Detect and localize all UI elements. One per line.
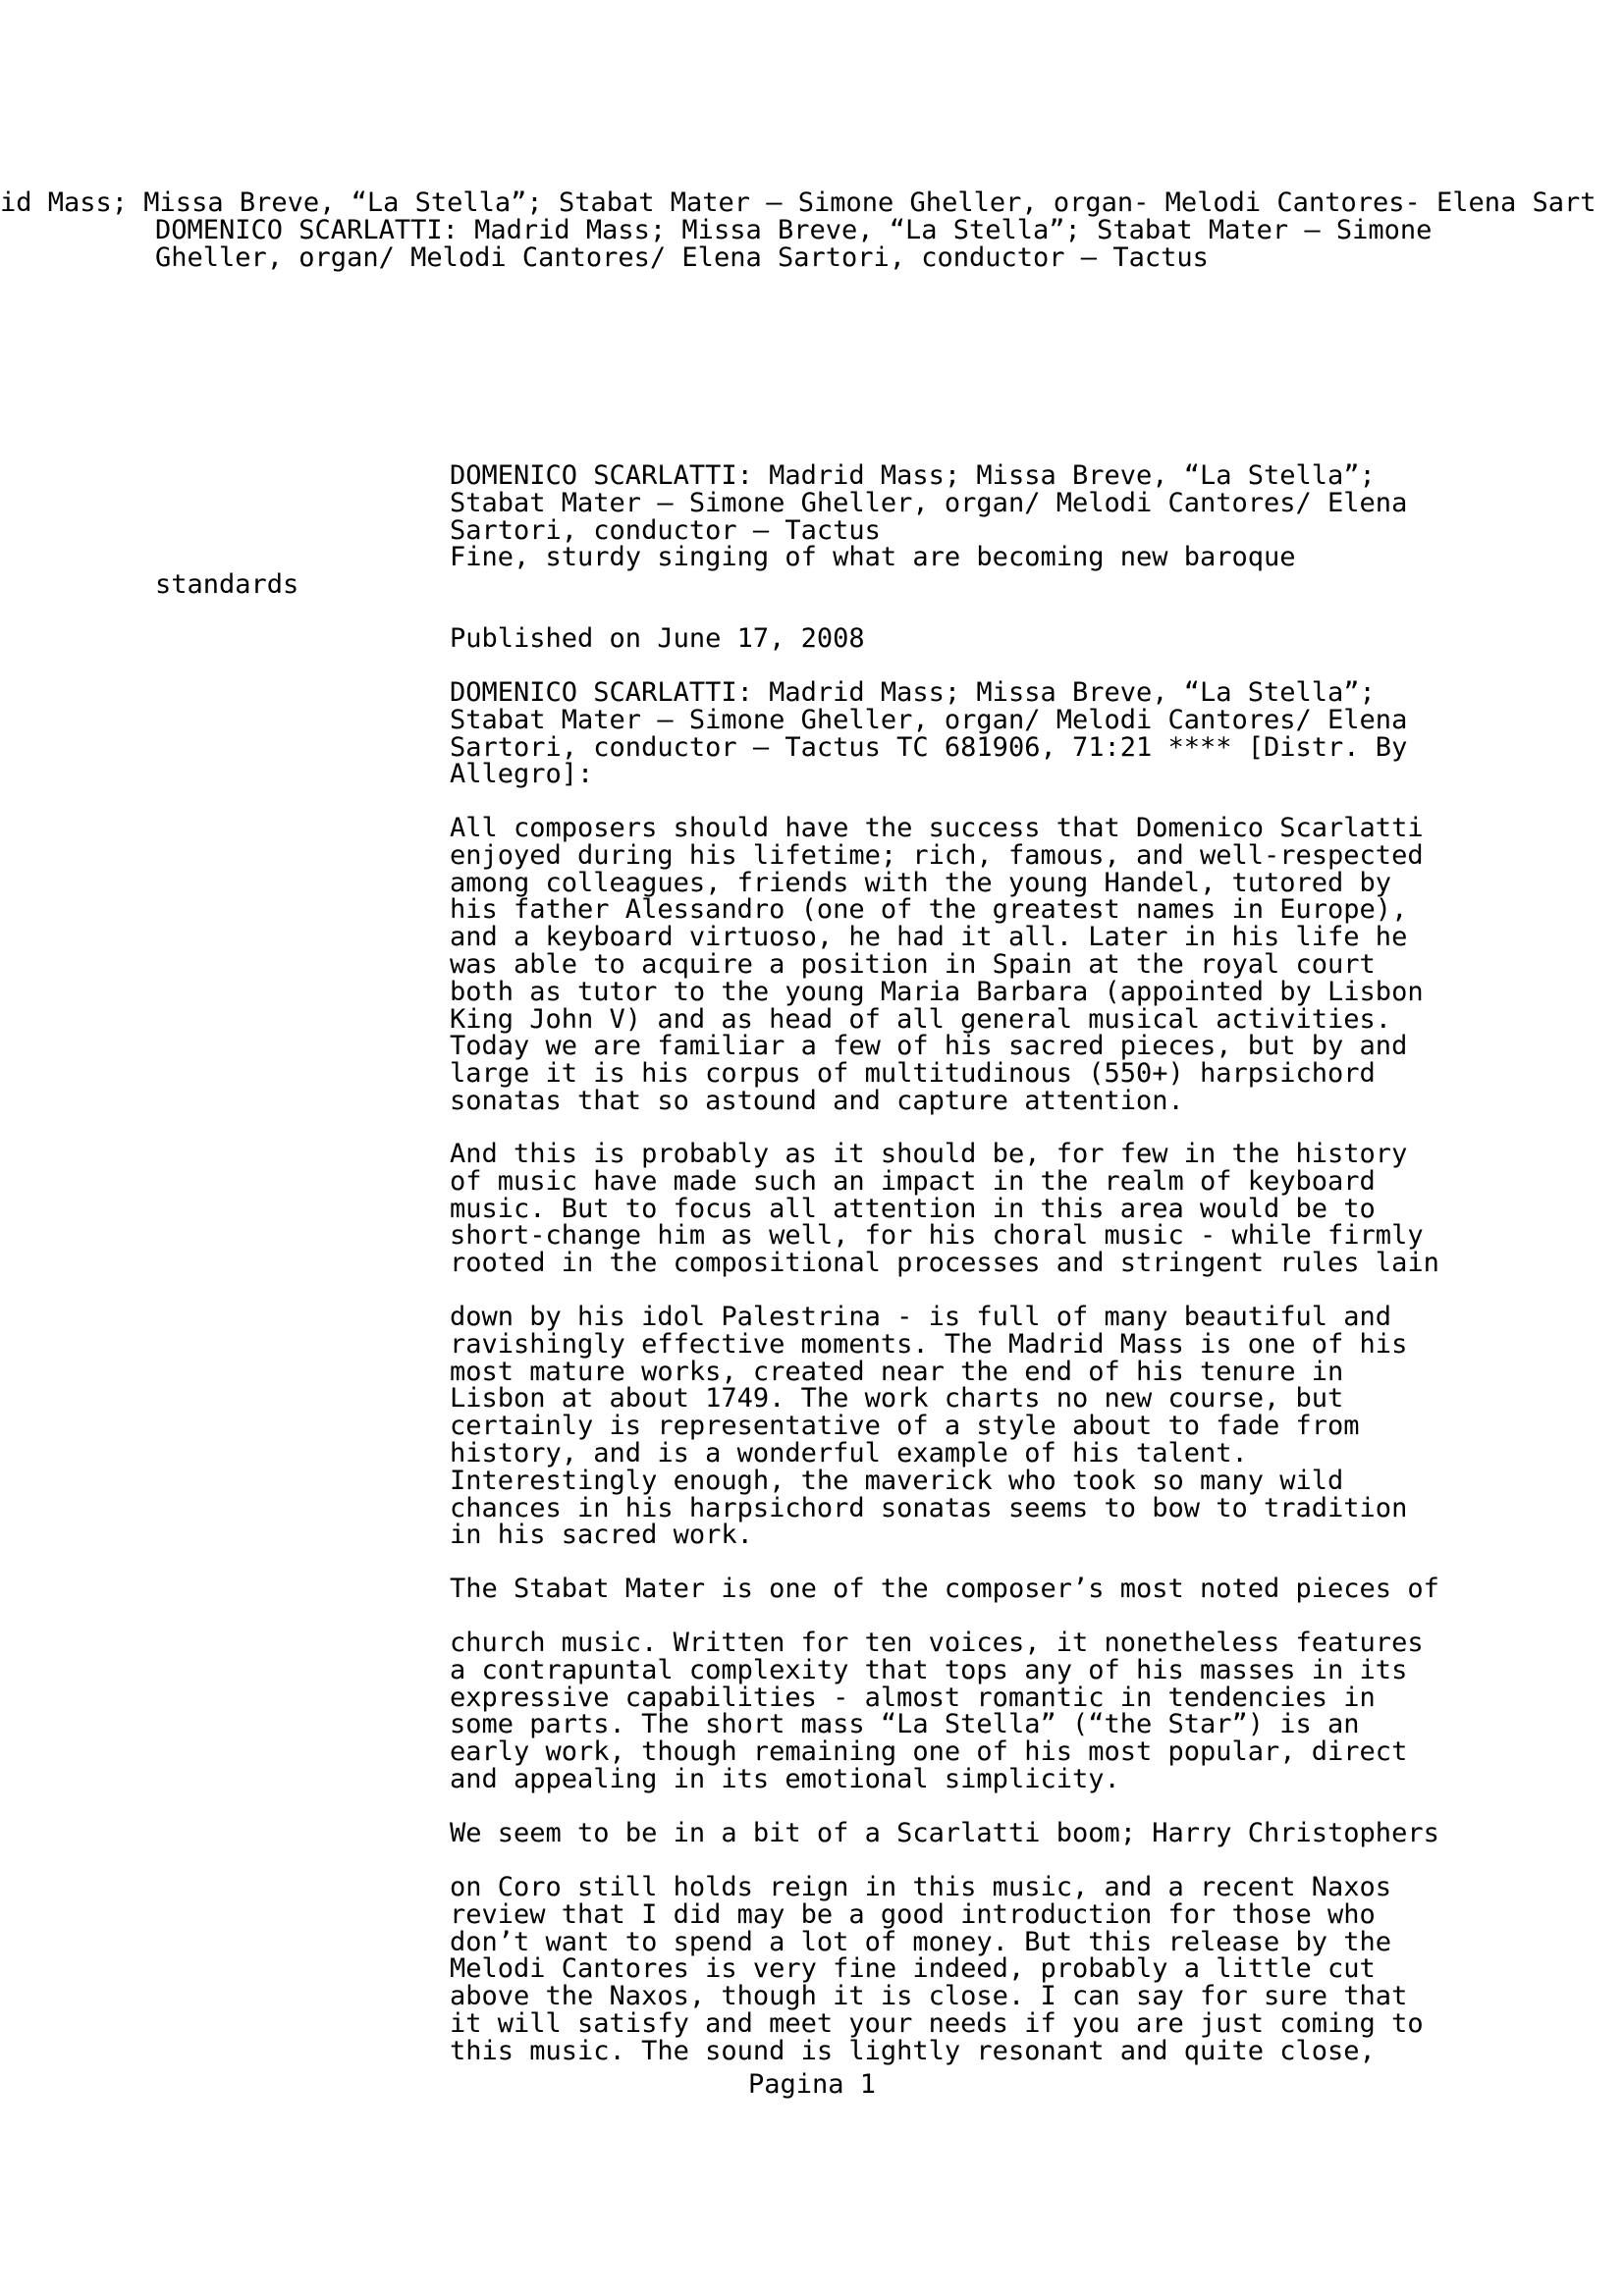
paragraph [450, 1820, 1530, 1847]
paragraph-text: down by his idol Palestrina - is full of many beautiful and ravishingly effective moments. The Madrid Mass is one of his most mature works, created near the end of his tenure in Lisbon at about 1749. The work charts no new course, but certainly is representative of a style about to fade from history, and is a wonderful example of his talent. Interestingly enough, the maverick who took so many wild chances in his harpsichord sonatas seems to bow to tradition in his sacred work. [450, 1302, 1408, 1551]
paragraph [450, 1629, 1530, 1793]
paragraph-text: And this is probably as it should be, for few in the history of music have made such an impact in the realm of keyboard music. But to focus all attention in this area would be to short-change him as well, for his choral music - while firmly rooted in the compositional processes and stringent rules lain [450, 1139, 1439, 1279]
article-heading-text: DOMENICO SCARLATTI: Madrid Mass; Missa Breve, “La Stella”; Stabat Mater – Simone Gheller, organ/ Melodi Cantores/ Elena Sartori, conductor – Tactus [450, 460, 1408, 546]
paragraph [450, 1575, 1530, 1603]
header-title-line-2: Gheller, organ/ Melodi Cantores/ Elena Sartori, conductor – Tactus [155, 242, 1209, 273]
paragraph [450, 815, 1530, 1115]
catalog-info [450, 679, 1530, 788]
paragraph [450, 1874, 1530, 2065]
paragraph-text: on Coro still holds reign in this music, and a recent Naxos review that I did may be a good introduction for those who don’t want to spend a lot of money. But this release by the Melodi Cantores is very fine indeed, probably a little cut above the Naxos, though it is close. I can say for sure that it will satisfy and meet your needs if you are just coming to this music. The sound is lightly resonant and quite close, [450, 1872, 1424, 2066]
paragraph [450, 1141, 1530, 1277]
paragraph-text: All composers should have the success that Domenico Scarlatti enjoyed during his lifetime; rich, famous, and well-respected among colleagues, friends with the young Handel, tutored by his father Alessandro (one of the greatest names in Europe), and a keyboard virtuoso, he had it all. Later in his life he was able to acquire a position in Spain at the royal court both as tutor to the young Maria Barbara (appointed by Lisbon King John V) and as head of all general musical activities. Today we are familiar a few of his sacred pieces, but by and large it is his corpus of multitudinous (550+) harpsichord sonatas that so astound and capture attention. [450, 813, 1424, 1116]
paragraph-text: The Stabat Mater is one of the composer’s most noted pieces of [450, 1574, 1439, 1604]
paragraph-text: We seem to be in a bit of a Scarlatti boom; Harry Christophers [450, 1818, 1439, 1848]
header-overflow-line: id Mass; Missa Breve, “La Stella”; Stabat Mater – Simone Gheller, organ- Melodi Cantores- Elena Sart [0, 187, 1597, 218]
catalog-info-text: DOMENICO SCARLATTI: Madrid Mass; Missa Breve, “La Stella”; Stabat Mater – Simone Gheller, organ/ Melodi Cantores/ Elena Sartori, conductor – Tactus TC 681906, 71:21 **** [Distr. By Allegro]: [450, 677, 1408, 790]
article-subtitle-line-2: standards [155, 569, 299, 600]
header-title-line-1: DOMENICO SCARLATTI: Madrid Mass; Missa Breve, “La Stella”; Stabat Mater – Simone [155, 215, 1433, 245]
paragraph-text: church music. Written for ten voices, it nonetheless features a contrapuntal complexity that tops any of his masses in its expressive capabilities - almost romantic in tendencies in some parts. The short mass “La Stella” (“the Star”) is an early work, though remaining one of his most popular, direct and appealing in its emotional simplicity. [450, 1628, 1424, 1794]
paragraph [450, 1304, 1530, 1549]
page-number: Pagina 1 [748, 2069, 877, 2100]
article-subtitle-line-1: Fine, sturdy singing of what are becoming new baroque [450, 542, 1296, 572]
published-date: Published on June 17, 2008 [450, 623, 865, 654]
article-heading [450, 462, 1530, 544]
